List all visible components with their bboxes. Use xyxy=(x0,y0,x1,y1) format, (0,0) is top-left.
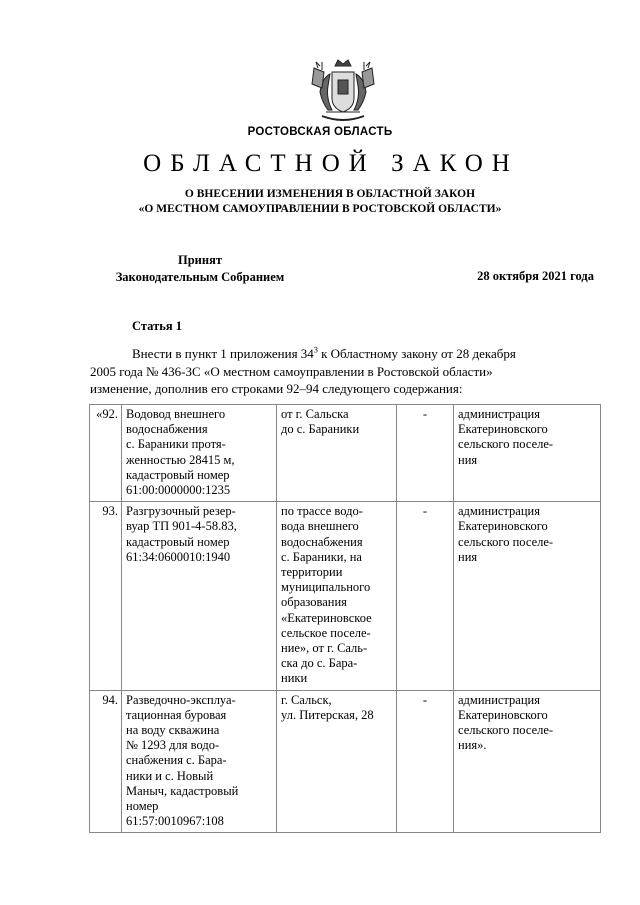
object-location-line: муниципального xyxy=(281,580,371,595)
object-name-line: вуар ТП 901-4-58.83, xyxy=(126,519,237,534)
row-number: «92. xyxy=(90,405,122,502)
object-name-line: с. Бараники протя- xyxy=(126,437,226,452)
table-row xyxy=(90,405,601,502)
row-number: 93. xyxy=(90,502,122,690)
object-name-line: Маныч, кадастровый xyxy=(126,783,239,798)
article-title: Статья 1 xyxy=(132,319,182,333)
paragraph-line-1 xyxy=(90,345,596,363)
empty-marker: - xyxy=(397,690,454,833)
object-owner-line: администрация xyxy=(458,692,540,707)
adoption-body: Законодательным Собранием xyxy=(115,270,285,284)
object-name-line: 61:57:0010967:108 xyxy=(126,814,224,829)
object-owner xyxy=(454,690,601,833)
object-owner-line: Екатериновского xyxy=(458,519,548,534)
object-name-line: женностью 28415 м, xyxy=(126,452,235,467)
object-name-line: 61:00:0000000:1235 xyxy=(126,483,231,498)
region-name: РОСТОВСКАЯ ОБЛАСТЬ xyxy=(247,126,393,138)
object-name-line: кадастровый номер xyxy=(126,534,230,549)
object-location xyxy=(277,502,397,690)
empty-marker: - xyxy=(397,502,454,690)
objects-table xyxy=(89,404,601,833)
object-location-line: сельское поселе- xyxy=(281,625,371,640)
object-owner-line: администрация xyxy=(458,504,540,519)
object-owner-line: сельского поселе- xyxy=(458,534,554,549)
table-row xyxy=(90,502,601,690)
object-location-line: территории xyxy=(281,565,343,580)
object-location-line: водоснабжения xyxy=(281,534,363,549)
object-owner-line: ния». xyxy=(458,738,487,753)
object-name-line: на воду скважина xyxy=(126,723,220,738)
adoption-label: Принят xyxy=(178,253,222,267)
object-owner-line: Екатериновского xyxy=(458,422,548,437)
law-subtitle-line-1: О ВНЕСЕНИИ ИЗМЕНЕНИЯ В ОБЛАСТНОЙ ЗАКОН xyxy=(184,188,476,200)
object-owner-line: администрация xyxy=(458,407,540,421)
object-name-line: тационная буровая xyxy=(126,707,227,722)
object-location xyxy=(277,405,397,502)
object-name-line: номер xyxy=(126,799,159,814)
object-location-line: до с. Бараники xyxy=(281,422,360,437)
object-name-line: кадастровый номер xyxy=(126,467,230,482)
paragraph-line-3: изменение, дополнив его строками 92–94 следующего содержания: xyxy=(90,381,463,396)
object-owner-line: ния xyxy=(458,452,478,467)
object-name-line: водоснабжения xyxy=(126,422,208,437)
object-location-line: ска до с. Бара- xyxy=(281,656,358,671)
object-name-line: ники и с. Новый xyxy=(126,768,214,783)
table-row xyxy=(90,690,601,833)
object-location-line: с. Бараники, на xyxy=(281,549,362,564)
adoption-block xyxy=(95,252,305,286)
paragraph-superscript: 3 xyxy=(313,345,318,355)
object-name-line: Разгрузочный резер- xyxy=(126,504,236,519)
object-name-line: № 1293 для водо- xyxy=(126,738,220,753)
row-number: 94. xyxy=(90,690,122,833)
paragraph-text-a: Внести в пункт 1 приложения 34 xyxy=(132,346,314,361)
object-owner-line: ния xyxy=(458,549,478,564)
object-name-line: снабжения с. Бара- xyxy=(126,753,227,768)
object-location-line: по трассе водо- xyxy=(281,504,363,519)
object-location-line: г. Сальск, xyxy=(281,692,332,707)
adoption-date: 28 октября 2021 года xyxy=(477,269,594,283)
object-location-line: образования xyxy=(281,595,347,610)
object-name xyxy=(122,690,277,833)
law-subtitle-line-2: «О МЕСТНОМ САМОУПРАВЛЕНИИ В РОСТОВСКОЙ ОБЛАСТИ» xyxy=(138,203,502,215)
object-name-line: 61:34:0600010:1940 xyxy=(126,549,231,564)
law-type-title: ОБЛАСТНОЙ ЗАКОН xyxy=(143,150,519,177)
object-name-line: Разведочно-эксплуа- xyxy=(126,692,236,707)
coat-of-arms-icon xyxy=(308,58,378,126)
object-location-line: ние», от г. Саль- xyxy=(281,641,368,656)
object-location xyxy=(277,690,397,833)
object-owner xyxy=(454,405,601,502)
object-location-line: ул. Питерская, 28 xyxy=(281,707,374,722)
object-name xyxy=(122,405,277,502)
paragraph-line-2: 2005 года № 436-ЗС «О местном самоуправлении в Ростовской области» xyxy=(90,363,493,379)
object-location-line: ники xyxy=(281,671,308,686)
empty-marker: - xyxy=(397,405,454,502)
object-owner-line: сельского поселе- xyxy=(458,437,554,452)
object-location-line: вода внешнего xyxy=(281,519,359,534)
object-location-line: «Екатериновское xyxy=(281,610,372,625)
object-owner xyxy=(454,502,601,690)
object-location-line: от г. Сальска xyxy=(281,407,349,421)
object-owner-line: сельского поселе- xyxy=(458,723,554,738)
object-name-line: Водовод внешнего xyxy=(126,407,226,421)
article-paragraph xyxy=(90,345,596,398)
object-owner-line: Екатериновского xyxy=(458,707,548,722)
object-name xyxy=(122,502,277,690)
paragraph-text-b: к Областному закону от 28 декабря xyxy=(317,346,516,361)
